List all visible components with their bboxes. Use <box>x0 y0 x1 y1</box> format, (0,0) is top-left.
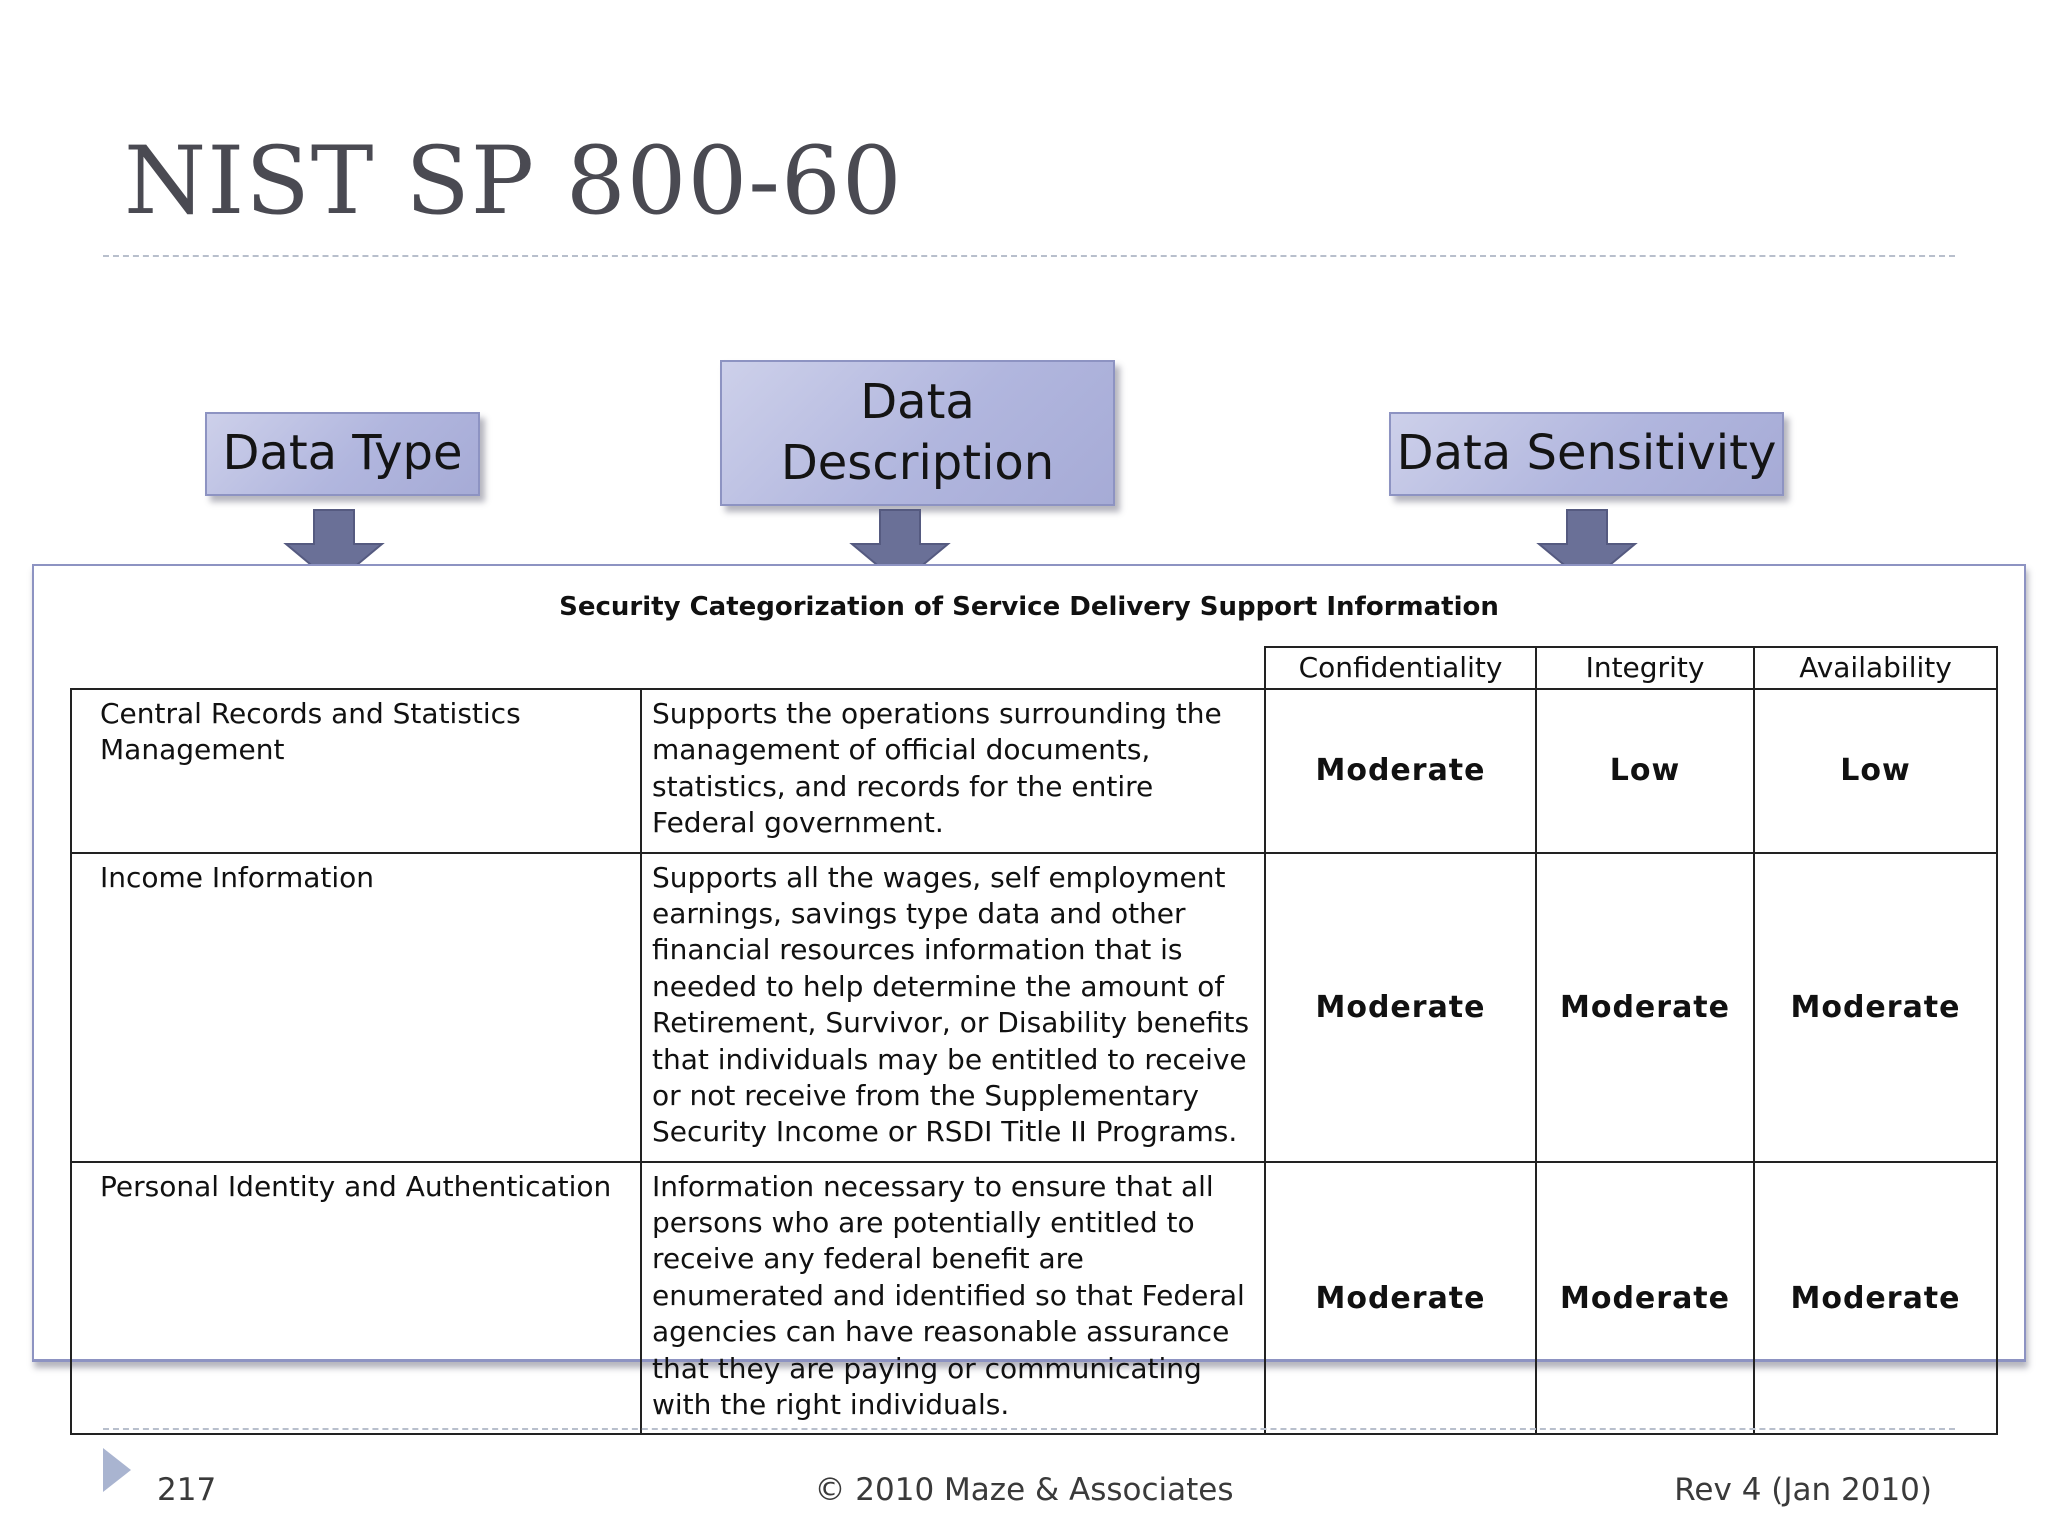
table-caption: Security Categorization of Service Delivery Support Information <box>559 592 1499 622</box>
categorization-table <box>70 646 1998 1435</box>
header-integrity: Integrity <box>1536 647 1754 689</box>
confidentiality-level: Moderate <box>1265 853 1536 1162</box>
slide-title: NIST SP 800-60 <box>124 127 903 236</box>
header-availability: Availability <box>1754 647 1997 689</box>
table-row <box>71 1162 1997 1435</box>
row-description: Information necessary to ensure that all persons who are potentially entitled to receive any federal benefit are enumerated and identified so that Federal agencies can have reasonable assurance that they are paying or communicating with the right individuals. <box>641 1162 1265 1435</box>
integrity-level: Low <box>1536 689 1754 853</box>
copyright-notice: © 2010 Maze & Associates <box>814 1472 1234 1508</box>
callout-data-description: Data Description <box>720 360 1115 506</box>
page-number: 217 <box>157 1472 217 1508</box>
availability-level: Moderate <box>1754 853 1997 1162</box>
table-row <box>71 689 1997 853</box>
header-spacer <box>71 647 641 689</box>
row-description: Supports the operations surrounding the management of official documents, statistics, and records for the entire Federal government. <box>641 689 1265 853</box>
availability-level: Low <box>1754 689 1997 853</box>
callout-data-sensitivity: Data Sensitivity <box>1389 412 1784 496</box>
callout-data-type: Data Type <box>205 412 480 496</box>
availability-level: Moderate <box>1754 1162 1997 1435</box>
row-data-type: Central Records and Statistics Management <box>71 689 641 853</box>
header-confidentiality: Confidentiality <box>1265 647 1536 689</box>
confidentiality-level: Moderate <box>1265 1162 1536 1435</box>
title-divider <box>103 255 1955 257</box>
integrity-level: Moderate <box>1536 1162 1754 1435</box>
header-spacer <box>641 647 1265 689</box>
confidentiality-level: Moderate <box>1265 689 1536 853</box>
row-data-type: Income Information <box>71 853 641 1162</box>
row-description: Supports all the wages, self employment earnings, savings type data and other financial resources information that is needed to help determine the amount of Retirement, Survivor, or Disability benefits that individuals may be entitled to receive or not receive from the Supplementary Security Income or RSDI Title II Programs. <box>641 853 1265 1162</box>
row-data-type: Personal Identity and Authentication <box>71 1162 641 1435</box>
categorization-table-panel <box>32 564 2026 1422</box>
table-header-row <box>71 647 1997 689</box>
revision-label: Rev 4 (Jan 2010) <box>1674 1472 1932 1508</box>
table-row <box>71 853 1997 1162</box>
integrity-level: Moderate <box>1536 853 1754 1162</box>
footer-divider <box>103 1428 1955 1430</box>
